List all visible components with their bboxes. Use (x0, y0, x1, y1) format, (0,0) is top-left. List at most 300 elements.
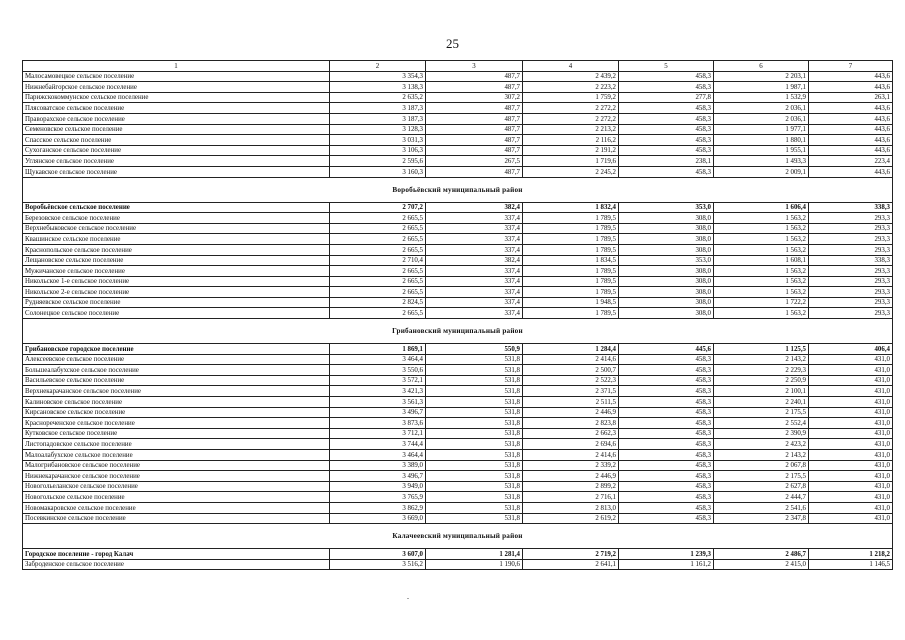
value-cell: 3 106,3 (330, 145, 426, 156)
value-cell: 308,0 (619, 223, 714, 234)
value-cell: 2 036,1 (714, 103, 809, 114)
value-cell: 2 229,3 (714, 365, 809, 376)
value-cell: 2 665,5 (330, 266, 426, 277)
value-cell: 443,6 (809, 113, 893, 124)
value-cell: 3 496,7 (330, 407, 426, 418)
settlement-name: Сухоганское сельское поселение (23, 145, 330, 156)
table-row (23, 365, 893, 376)
column-header: 6 (714, 61, 809, 72)
value-cell: 431,0 (809, 428, 893, 439)
value-cell: 293,3 (809, 276, 893, 287)
settlement-name: Малоалабухское сельское поселение (23, 450, 330, 461)
value-cell: 2 423,2 (714, 439, 809, 450)
value-cell: 293,3 (809, 244, 893, 255)
value-cell: 2 250,9 (714, 375, 809, 386)
table-row (23, 492, 893, 503)
settlement-name: Новогольское сельское поселение (23, 492, 330, 503)
value-cell: 487,7 (426, 113, 523, 124)
table-row (23, 308, 893, 319)
value-cell: 487,7 (426, 82, 523, 93)
value-cell: 2 347,8 (714, 513, 809, 524)
value-cell: 2 707,2 (330, 202, 426, 213)
table-row (23, 354, 893, 365)
value-cell: 1 789,5 (523, 276, 619, 287)
value-cell: 443,6 (809, 71, 893, 82)
value-cell: 487,7 (426, 145, 523, 156)
value-cell: 458,3 (619, 113, 714, 124)
value-cell: 337,4 (426, 287, 523, 298)
value-cell: 531,8 (426, 428, 523, 439)
value-cell: 431,0 (809, 354, 893, 365)
column-header: 2 (330, 61, 426, 72)
value-cell: 2 223,2 (523, 82, 619, 93)
value-cell: 458,3 (619, 103, 714, 114)
table-row (23, 549, 893, 560)
value-cell: 531,8 (426, 492, 523, 503)
table-row (23, 124, 893, 135)
district-section-row (23, 177, 893, 202)
value-cell: 3 128,3 (330, 124, 426, 135)
column-header: 5 (619, 61, 714, 72)
value-cell: 2 203,1 (714, 71, 809, 82)
value-cell: 2 823,8 (523, 418, 619, 429)
value-cell: 431,0 (809, 492, 893, 503)
value-cell: 458,3 (619, 492, 714, 503)
value-cell: 2 371,5 (523, 386, 619, 397)
value-cell: 3 949,0 (330, 481, 426, 492)
value-cell: 2 036,1 (714, 113, 809, 124)
value-cell: 3 550,6 (330, 365, 426, 376)
value-cell: 1 493,3 (714, 156, 809, 167)
value-cell: 2 175,5 (714, 471, 809, 482)
table-row (23, 166, 893, 177)
table-row (23, 82, 893, 93)
value-cell: 458,3 (619, 439, 714, 450)
settlement-name: Парижскокоммунское сельское поселение (23, 92, 330, 103)
value-cell: 2 500,7 (523, 365, 619, 376)
value-cell: 487,7 (426, 135, 523, 146)
value-cell: 2 213,2 (523, 124, 619, 135)
value-cell: 458,3 (619, 124, 714, 135)
value-cell: 406,4 (809, 344, 893, 355)
value-cell: 2 665,5 (330, 234, 426, 245)
value-cell: 308,0 (619, 308, 714, 319)
value-cell: 2 813,0 (523, 502, 619, 513)
settlement-name: Никольское 2-е сельское поселение (23, 287, 330, 298)
value-cell: 293,3 (809, 234, 893, 245)
value-cell: 531,8 (426, 513, 523, 524)
value-cell: 2 339,2 (523, 460, 619, 471)
table-row (23, 103, 893, 114)
value-cell: 531,8 (426, 397, 523, 408)
value-cell: 2 240,1 (714, 397, 809, 408)
table-row (23, 344, 893, 355)
value-cell: 308,0 (619, 276, 714, 287)
table-row (23, 407, 893, 418)
value-cell: 458,3 (619, 513, 714, 524)
value-cell: 431,0 (809, 365, 893, 376)
table-row (23, 135, 893, 146)
value-cell: 431,0 (809, 386, 893, 397)
settlement-name: Нижнебайгорское сельское поселение (23, 82, 330, 93)
settlement-name: Верхнекарачанское сельское поселение (23, 386, 330, 397)
table-row (23, 234, 893, 245)
value-cell: 458,3 (619, 502, 714, 513)
value-cell: 443,6 (809, 145, 893, 156)
value-cell: 458,3 (619, 471, 714, 482)
value-cell: 1 218,2 (809, 549, 893, 560)
value-cell: 531,8 (426, 375, 523, 386)
district-section-row (23, 319, 893, 344)
value-cell: 1 789,5 (523, 308, 619, 319)
value-cell: 337,4 (426, 234, 523, 245)
settlement-name: Нижнекарачанское сельское поселение (23, 471, 330, 482)
value-cell: 531,8 (426, 481, 523, 492)
table-row (23, 145, 893, 156)
value-cell: 431,0 (809, 460, 893, 471)
value-cell: 2 824,5 (330, 297, 426, 308)
value-cell: 2 067,8 (714, 460, 809, 471)
value-cell: 2 175,5 (714, 407, 809, 418)
value-cell: 2 439,2 (523, 71, 619, 82)
value-cell: 2 245,2 (523, 166, 619, 177)
table-row (23, 397, 893, 408)
value-cell: 443,6 (809, 124, 893, 135)
value-cell: 2 415,0 (714, 559, 809, 570)
budget-table (22, 60, 893, 570)
value-cell: 308,0 (619, 244, 714, 255)
settlement-name: Васильевское сельское поселение (23, 375, 330, 386)
value-cell: 293,3 (809, 223, 893, 234)
settlement-name: Щукавское сельское поселение (23, 166, 330, 177)
value-cell: 1 532,9 (714, 92, 809, 103)
value-cell: 3 607,0 (330, 549, 426, 560)
value-cell: 2 710,4 (330, 255, 426, 266)
value-cell: 531,8 (426, 354, 523, 365)
value-cell: 487,7 (426, 71, 523, 82)
table-row (23, 92, 893, 103)
value-cell: 293,3 (809, 287, 893, 298)
value-cell: 531,8 (426, 407, 523, 418)
value-cell: 431,0 (809, 407, 893, 418)
value-cell: 293,3 (809, 266, 893, 277)
value-cell: 2 665,5 (330, 276, 426, 287)
value-cell: 458,3 (619, 428, 714, 439)
value-cell: 2 191,2 (523, 145, 619, 156)
value-cell: 1 789,5 (523, 223, 619, 234)
value-cell: 458,3 (619, 460, 714, 471)
value-cell: 1 869,1 (330, 344, 426, 355)
value-cell: 307,2 (426, 92, 523, 103)
value-cell: 2 619,2 (523, 513, 619, 524)
value-cell: 238,1 (619, 156, 714, 167)
value-cell: 2 665,5 (330, 308, 426, 319)
value-cell: 1 948,5 (523, 297, 619, 308)
value-cell: 1 284,4 (523, 344, 619, 355)
settlement-name: Семеновское сельское поселение (23, 124, 330, 135)
table-row (23, 439, 893, 450)
value-cell: 3 496,7 (330, 471, 426, 482)
value-cell: 458,3 (619, 354, 714, 365)
value-cell: 431,0 (809, 418, 893, 429)
table-row (23, 502, 893, 513)
value-cell: 2 641,1 (523, 559, 619, 570)
table-row (23, 450, 893, 461)
value-cell: 337,4 (426, 244, 523, 255)
value-cell: 1 834,5 (523, 255, 619, 266)
value-cell: 1 789,5 (523, 234, 619, 245)
value-cell: 443,6 (809, 103, 893, 114)
value-cell: 487,7 (426, 166, 523, 177)
table-row (23, 113, 893, 124)
value-cell: 1 759,2 (523, 92, 619, 103)
value-cell: 3 160,3 (330, 166, 426, 177)
value-cell: 1 987,1 (714, 82, 809, 93)
column-header: 7 (809, 61, 893, 72)
value-cell: 458,3 (619, 397, 714, 408)
value-cell: 353,0 (619, 202, 714, 213)
value-cell: 2 272,2 (523, 113, 619, 124)
settlement-name: Посевкинское сельское поселение (23, 513, 330, 524)
value-cell: 458,3 (619, 375, 714, 386)
value-cell: 487,7 (426, 103, 523, 114)
value-cell: 3 464,4 (330, 354, 426, 365)
table-row (23, 460, 893, 471)
settlement-name: Плясоватское сельское поселение (23, 103, 330, 114)
value-cell: 308,0 (619, 213, 714, 224)
value-cell: 458,3 (619, 71, 714, 82)
table-row (23, 428, 893, 439)
table-row (23, 297, 893, 308)
value-cell: 431,0 (809, 397, 893, 408)
value-cell: 1 880,1 (714, 135, 809, 146)
value-cell: 2 665,5 (330, 287, 426, 298)
value-cell: 445,6 (619, 344, 714, 355)
table-row (23, 244, 893, 255)
value-cell: 458,3 (619, 145, 714, 156)
value-cell: 1 281,4 (426, 549, 523, 560)
value-cell: 2 541,6 (714, 502, 809, 513)
footer-mark: . (407, 592, 409, 601)
value-cell: 458,3 (619, 386, 714, 397)
value-cell: 1 563,2 (714, 308, 809, 319)
value-cell: 3 354,3 (330, 71, 426, 82)
value-cell: 223,4 (809, 156, 893, 167)
value-cell: 277,8 (619, 92, 714, 103)
value-cell: 308,0 (619, 287, 714, 298)
value-cell: 2 522,3 (523, 375, 619, 386)
value-cell: 2 665,5 (330, 223, 426, 234)
district-heading: Грибановский муниципальный район (23, 319, 893, 344)
value-cell: 2 595,6 (330, 156, 426, 167)
value-cell: 1 606,4 (714, 202, 809, 213)
value-cell: 431,0 (809, 450, 893, 461)
settlement-name: Краснореченское сельское поселение (23, 418, 330, 429)
table-row (23, 71, 893, 82)
settlement-name: Калиновское сельское поселение (23, 397, 330, 408)
value-cell: 293,3 (809, 297, 893, 308)
value-cell: 2 716,1 (523, 492, 619, 503)
value-cell: 1 563,2 (714, 287, 809, 298)
value-cell: 2 414,6 (523, 450, 619, 461)
value-cell: 2 665,5 (330, 244, 426, 255)
value-cell: 3 187,3 (330, 113, 426, 124)
value-cell: 443,6 (809, 135, 893, 146)
value-cell: 2 694,6 (523, 439, 619, 450)
value-cell: 3 765,9 (330, 492, 426, 503)
value-cell: 1 239,3 (619, 549, 714, 560)
column-header: 3 (426, 61, 523, 72)
value-cell: 431,0 (809, 502, 893, 513)
value-cell: 431,0 (809, 481, 893, 492)
settlement-name: Лещановское сельское поселение (23, 255, 330, 266)
value-cell: 308,0 (619, 297, 714, 308)
value-cell: 458,3 (619, 365, 714, 376)
value-cell: 531,8 (426, 471, 523, 482)
settlement-name: Солонецкое сельское поселение (23, 308, 330, 319)
table-row (23, 276, 893, 287)
value-cell: 2 444,7 (714, 492, 809, 503)
value-cell: 531,8 (426, 365, 523, 376)
value-cell: 531,8 (426, 439, 523, 450)
value-cell: 458,3 (619, 450, 714, 461)
settlement-name: Углянское сельское поселение (23, 156, 330, 167)
district-heading: Калачеевский муниципальный район (23, 524, 893, 549)
value-cell: 2 143,2 (714, 354, 809, 365)
value-cell: 431,0 (809, 471, 893, 482)
value-cell: 3 669,0 (330, 513, 426, 524)
settlement-name: Никольское 1-е сельское поселение (23, 276, 330, 287)
table-row (23, 255, 893, 266)
value-cell: 1 125,5 (714, 344, 809, 355)
value-cell: 2 143,2 (714, 450, 809, 461)
value-cell: 337,4 (426, 308, 523, 319)
value-cell: 1 608,1 (714, 255, 809, 266)
value-cell: 2 899,2 (523, 481, 619, 492)
value-cell: 1 789,5 (523, 213, 619, 224)
settlement-name: Заброденское сельское поселение (23, 559, 330, 570)
value-cell: 382,4 (426, 255, 523, 266)
value-cell: 337,4 (426, 276, 523, 287)
column-header: 4 (523, 61, 619, 72)
value-cell: 2 390,9 (714, 428, 809, 439)
district-section-row (23, 524, 893, 549)
value-cell: 1 789,5 (523, 287, 619, 298)
value-cell: 267,5 (426, 156, 523, 167)
value-cell: 1 977,1 (714, 124, 809, 135)
settlement-name: Листопадовское сельское поселение (23, 439, 330, 450)
value-cell: 2 511,5 (523, 397, 619, 408)
value-cell: 2 627,8 (714, 481, 809, 492)
value-cell: 1 832,4 (523, 202, 619, 213)
column-header: 1 (23, 61, 330, 72)
settlement-name: Грибановское городское поселение (23, 344, 330, 355)
value-cell: 531,8 (426, 418, 523, 429)
value-cell: 3 744,4 (330, 439, 426, 450)
value-cell: 431,0 (809, 513, 893, 524)
value-cell: 431,0 (809, 375, 893, 386)
value-cell: 2 009,1 (714, 166, 809, 177)
district-heading: Воробьёвский муниципальный район (23, 177, 893, 202)
value-cell: 431,0 (809, 439, 893, 450)
settlement-name: Большеалабухское сельское поселение (23, 365, 330, 376)
value-cell: 531,8 (426, 450, 523, 461)
value-cell: 1 563,2 (714, 276, 809, 287)
value-cell: 2 665,5 (330, 213, 426, 224)
value-cell: 3 464,4 (330, 450, 426, 461)
table-row (23, 513, 893, 524)
table-row (23, 471, 893, 482)
value-cell: 337,4 (426, 223, 523, 234)
value-cell: 3 873,6 (330, 418, 426, 429)
value-cell: 1 563,2 (714, 234, 809, 245)
settlement-name: Городское поселение - город Калач (23, 549, 330, 560)
value-cell: 2 272,2 (523, 103, 619, 114)
value-cell: 1 190,6 (426, 559, 523, 570)
settlement-name: Квашинское сельское поселение (23, 234, 330, 245)
value-cell: 1 955,1 (714, 145, 809, 156)
value-cell: 458,3 (619, 407, 714, 418)
table-row (23, 559, 893, 570)
value-cell: 3 561,3 (330, 397, 426, 408)
value-cell: 3 389,0 (330, 460, 426, 471)
value-cell: 2 414,6 (523, 354, 619, 365)
value-cell: 531,8 (426, 502, 523, 513)
value-cell: 531,8 (426, 386, 523, 397)
settlement-name: Новомакаровское сельское поселение (23, 502, 330, 513)
value-cell: 458,3 (619, 481, 714, 492)
value-cell: 1 789,5 (523, 266, 619, 277)
value-cell: 263,1 (809, 92, 893, 103)
table-body (23, 61, 893, 570)
settlement-name: Спасское сельское поселение (23, 135, 330, 146)
table-row (23, 156, 893, 167)
settlement-name: Мужичанское сельское поселение (23, 266, 330, 277)
value-cell: 2 486,7 (714, 549, 809, 560)
value-cell: 2 635,2 (330, 92, 426, 103)
value-cell: 458,3 (619, 166, 714, 177)
value-cell: 293,3 (809, 213, 893, 224)
value-cell: 338,3 (809, 255, 893, 266)
table-row (23, 418, 893, 429)
settlement-name: Воробьёвское сельское поселение (23, 202, 330, 213)
settlement-name: Алексеевское сельское поселение (23, 354, 330, 365)
table-row (23, 386, 893, 397)
value-cell: 338,3 (809, 202, 893, 213)
value-cell: 550,9 (426, 344, 523, 355)
value-cell: 1 563,2 (714, 266, 809, 277)
value-cell: 458,3 (619, 82, 714, 93)
value-cell: 458,3 (619, 135, 714, 146)
value-cell: 3 572,1 (330, 375, 426, 386)
value-cell: 337,4 (426, 213, 523, 224)
settlement-name: Новогольеланское сельское поселение (23, 481, 330, 492)
value-cell: 1 563,2 (714, 223, 809, 234)
value-cell: 308,0 (619, 266, 714, 277)
settlement-name: Кутковское сельское поселение (23, 428, 330, 439)
value-cell: 487,7 (426, 124, 523, 135)
value-cell: 337,4 (426, 297, 523, 308)
table-row (23, 266, 893, 277)
value-cell: 1 563,2 (714, 213, 809, 224)
value-cell: 3 421,3 (330, 386, 426, 397)
value-cell: 337,4 (426, 266, 523, 277)
value-cell: 2 116,2 (523, 135, 619, 146)
value-cell: 2 552,4 (714, 418, 809, 429)
value-cell: 1 563,2 (714, 244, 809, 255)
value-cell: 2 662,3 (523, 428, 619, 439)
value-cell: 382,4 (426, 202, 523, 213)
